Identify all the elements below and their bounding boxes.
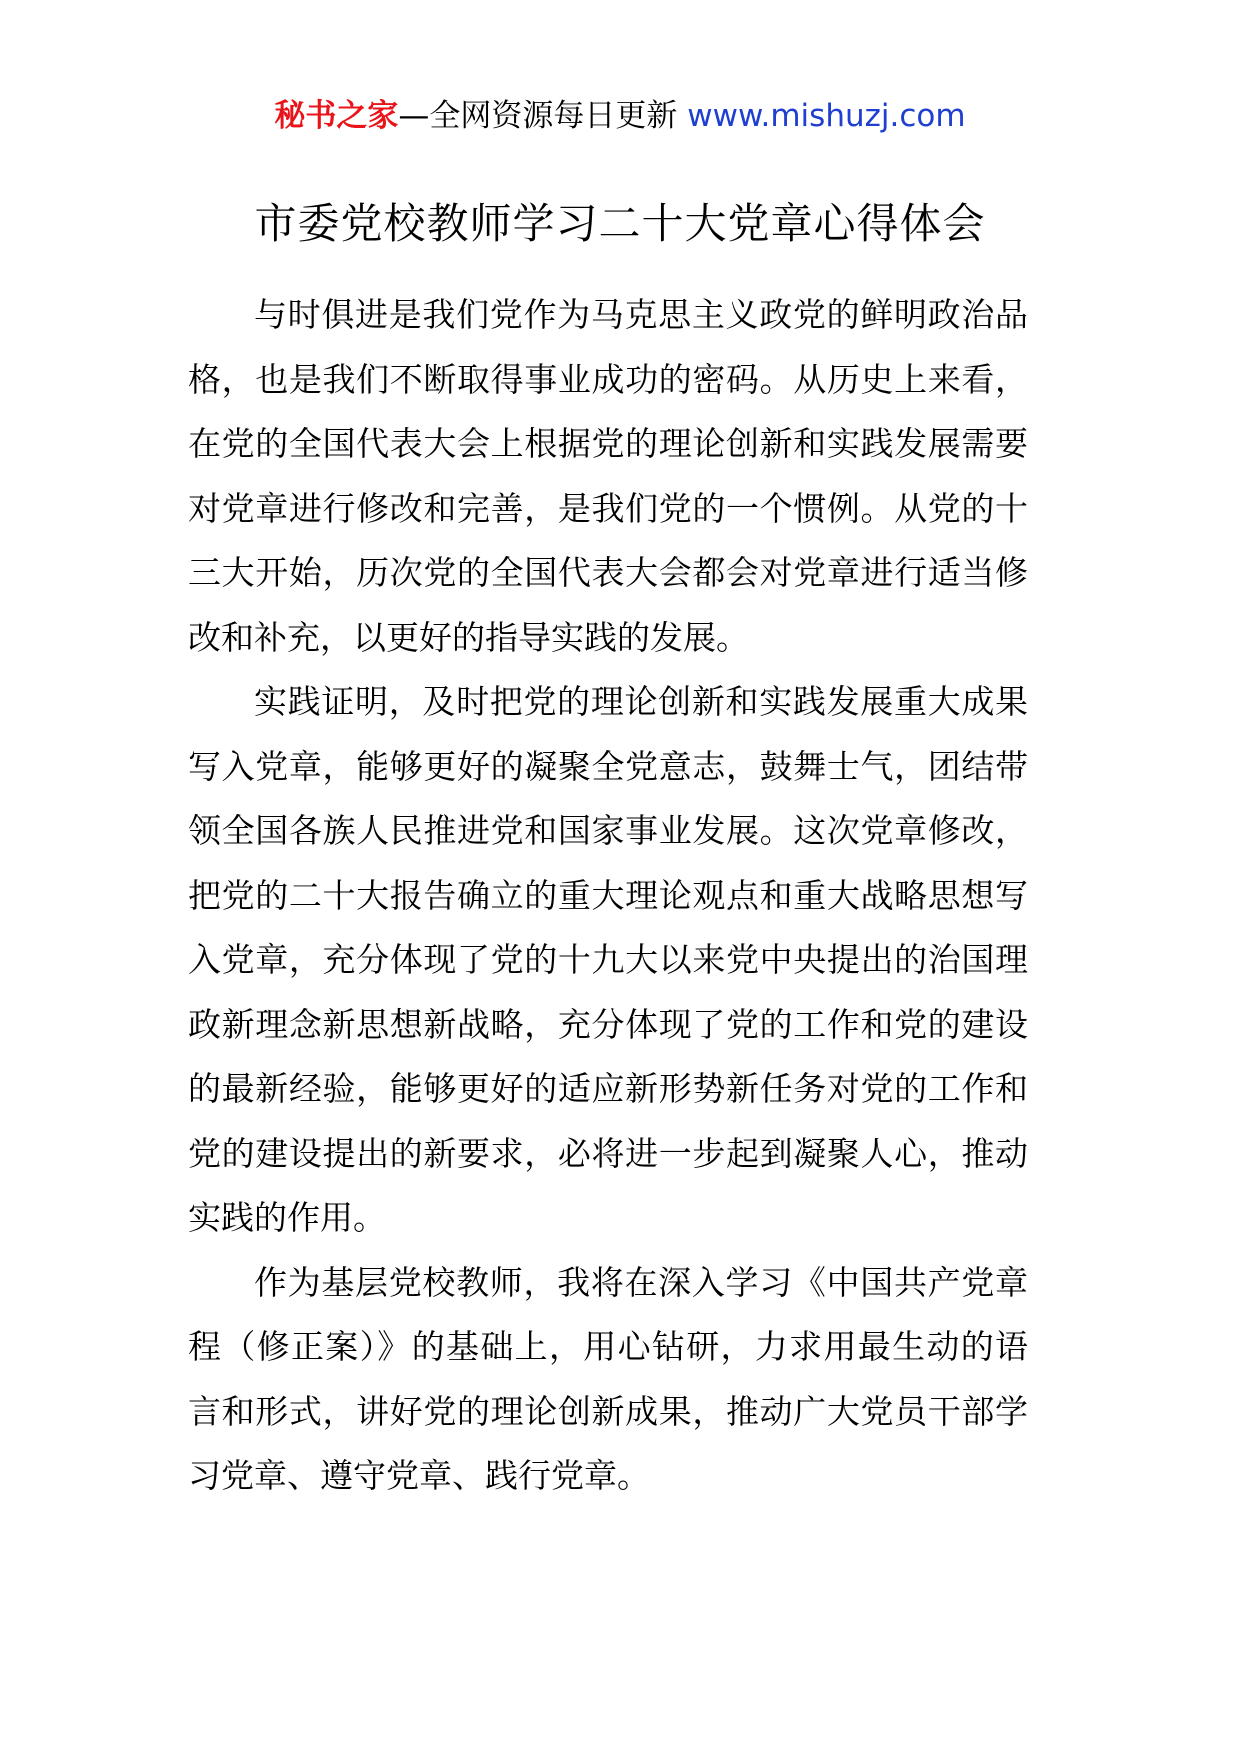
paragraph-1: 与时俱进是我们党作为马克思主义政党的鲜明政治品格，也是我们不断取得事业成功的密码。从历史上来看，在党的全国代表大会上根据党的理论创新和实践发展需要对党章进行修改和完善，是我们党的一个惯例。从党的十三大开始，历次党的全国代表大会都会对党章进行适当修改和补充，以更好的指导实践的发展。 [188,295,1028,657]
document-title: 市委党校教师学习二十大党章心得体会 [254,199,986,248]
site-tagline: —全网资源每日更新 [398,98,678,134]
site-header [0,96,1240,136]
site-brand: 秘书之家 [274,98,399,134]
site-url-link[interactable]: www.mishuzj.com [687,98,966,134]
document-body [188,283,1028,1509]
paragraph-3: 作为基层党校教师，我将在深入学习《中国共产党章程（修正案）》的基础上，用心钻研，力求用最生动的语言和形式，讲好党的理论创新成果，推动广大党员干部学习党章、遵守党章、践行党章。 [188,1262,1028,1495]
paragraph-2: 实践证明，及时把党的理论创新和实践发展重大成果写入党章，能够更好的凝聚全党意志，鼓舞士气，团结带领全国各族人民推进党和国家事业发展。这次党章修改，把党的二十大报告确立的重大理论观点和重大战略思想写入党章，充分体现了党的十九大以来党中央提出的治国理政新理念新思想新战略，充分体现了党的工作和党的建设的最新经验，能够更好的适应新形势新任务对党的工作和党的建设提出的新要求，必将进一步起到凝聚人心，推动实践的作用。 [188,682,1028,1237]
